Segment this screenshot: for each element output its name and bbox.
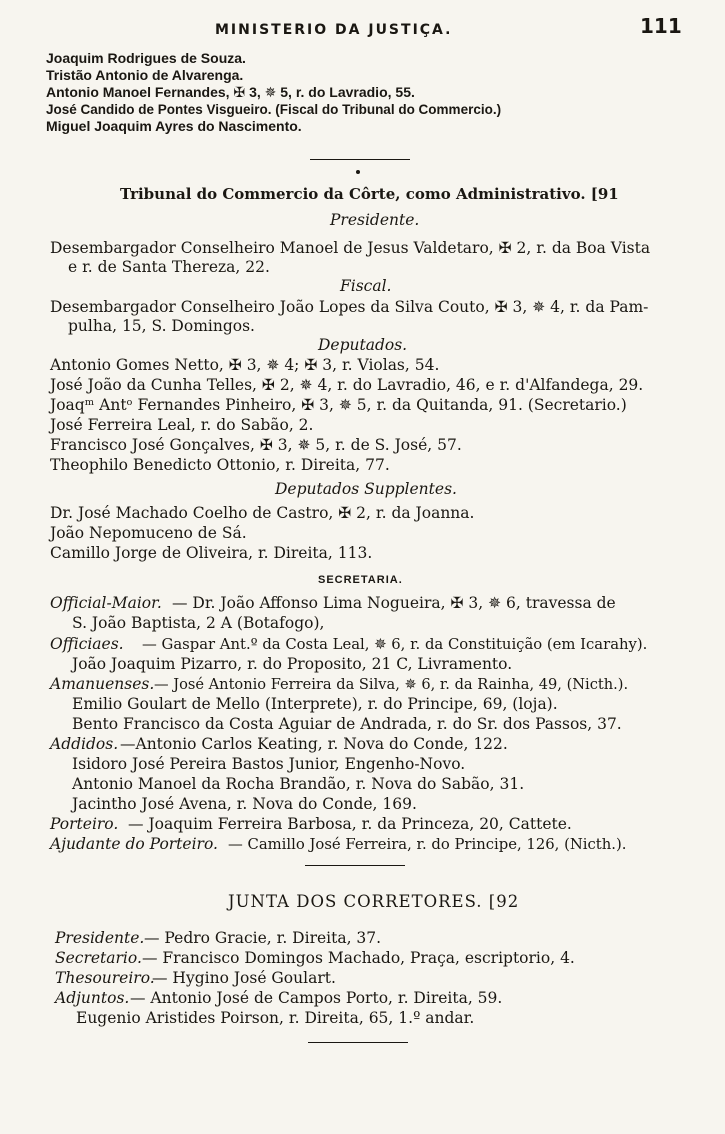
list-item: Joaquim Rodrigues de Souza. [46,50,246,66]
entry-line: — Gaspar Ant.º da Costa Leal, ✵ 6, r. da Constituição (em Icarahy). [142,636,648,653]
entry-line: —Antonio Carlos Keating, r. Nova do Conde, 122. [120,735,508,753]
ornament-dot [356,170,360,174]
role-label: Ajudante do Porteiro. [50,835,218,853]
entry-line: — Francisco Domingos Machado, Praça, escriptorio, 4. [142,949,575,967]
section-divider [308,1042,408,1043]
entry-line: S. João Baptista, 2 A (Botafogo), [72,614,325,632]
entry-line: Desembargador Conselheiro Manoel de Jesus Valdetaro, ✠ 2, r. da Boa Vista [50,239,651,257]
section-heading: Tribunal do Commercio da Côrte, como Administrativo. [91 [120,185,619,203]
role-label: Presidente. [330,211,420,229]
role-label: Officiaes. [50,635,124,653]
entry-line: Eugenio Aristides Poirson, r. Direita, 65, 1.º andar. [76,1009,475,1027]
entry-line: Bento Francisco da Costa Aguiar de Andrada, r. do Sr. dos Passos, 37. [72,715,622,733]
entry-line: Francisco José Gonçalves, ✠ 3, ✵ 5, r. de S. José, 57. [50,436,462,454]
running-header: MINISTERIO DA JUSTIÇA. [215,22,453,38]
entry-line: — Camillo José Ferreira, r. do Principe, 126, (Nicth.). [228,836,627,853]
entry-line: — Pedro Gracie, r. Direita, 37. [144,929,382,947]
entry-line: Desembargador Conselheiro João Lopes da Silva Couto, ✠ 3, ✵ 4, r. da Pam- [50,298,649,316]
entry-line: Jacintho José Avena, r. Nova do Conde, 169. [72,795,417,813]
entry-line: Joaqᵐ Antᵒ Fernandes Pinheiro, ✠ 3, ✵ 5, r. da Quitanda, 91. (Secretario.) [50,396,627,414]
list-item: Miguel Joaquim Ayres do Nascimento. [46,118,302,134]
entry-line: Antonio Manoel da Rocha Brandão, r. Nova do Sabão, 31. [72,775,525,793]
role-label: Official-Maior. [50,594,162,612]
entry-line: — Joaquim Ferreira Barbosa, r. da Princeza, 20, Cattete. [128,815,572,833]
page-number: 111 [640,14,682,38]
entry-line: pulha, 15, S. Domingos. [68,317,255,335]
entry-line: Theophilo Benedicto Ottonio, r. Direita, 77. [50,456,390,474]
entry-line: Emilio Goulart de Mello (Interprete), r. do Principe, 69, (loja). [72,695,558,713]
role-label: Thesoureiro. [55,969,155,987]
entry-line: — José Antonio Ferreira da Silva, ✵ 6, r. da Rainha, 49, (Nicth.). [154,676,629,693]
section-heading: JUNTA DOS CORRETORES. [92 [228,892,520,911]
role-label: Addidos. [50,735,119,753]
role-label: Presidente. [55,929,145,947]
entry-line: e r. de Santa Thereza, 22. [68,258,270,276]
role-label: Secretario. [55,949,142,967]
role-label: Deputados. [318,336,408,354]
role-label: Adjuntos. [55,989,130,1007]
entry-line: João Nepomuceno de Sá. [50,524,247,542]
entry-line: Antonio Gomes Netto, ✠ 3, ✵ 4; ✠ 3, r. Violas, 54. [50,356,440,374]
entry-line: Dr. José Machado Coelho de Castro, ✠ 2, r. da Joanna. [50,504,475,522]
role-label: Amanuenses. [50,675,155,693]
entry-line: — Hygino José Goulart. [152,969,336,987]
subsection-heading: SECRETARIA. [318,574,403,586]
section-divider [305,865,405,866]
list-item: José Candido de Pontes Visgueiro. (Fiscal do Tribunal do Commercio.) [46,102,502,117]
role-label: Fiscal. [340,277,392,295]
entry-line: — Dr. João Affonso Lima Nogueira, ✠ 3, ✵ 6, travessa de [172,594,616,612]
entry-line: Isidoro José Pereira Bastos Junior, Engenho-Novo. [72,755,466,773]
entry-line: — Antonio José de Campos Porto, r. Direita, 59. [130,989,503,1007]
section-divider [310,159,410,160]
entry-line: João Joaquim Pizarro, r. do Proposito, 21 C, Livramento. [72,655,513,673]
entry-line: Camillo Jorge de Oliveira, r. Direita, 113. [50,544,373,562]
entry-line: José João da Cunha Telles, ✠ 2, ✵ 4, r. do Lavradio, 46, e r. d'Alfandega, 29. [50,376,644,394]
role-label: Deputados Supplentes. [275,480,457,498]
list-item: Tristão Antonio de Alvarenga. [46,67,244,83]
list-item: Antonio Manoel Fernandes, ✠ 3, ✵ 5, r. do Lavradio, 55. [46,84,415,100]
role-label: Porteiro. [50,815,119,833]
entry-line: José Ferreira Leal, r. do Sabão, 2. [50,416,314,434]
